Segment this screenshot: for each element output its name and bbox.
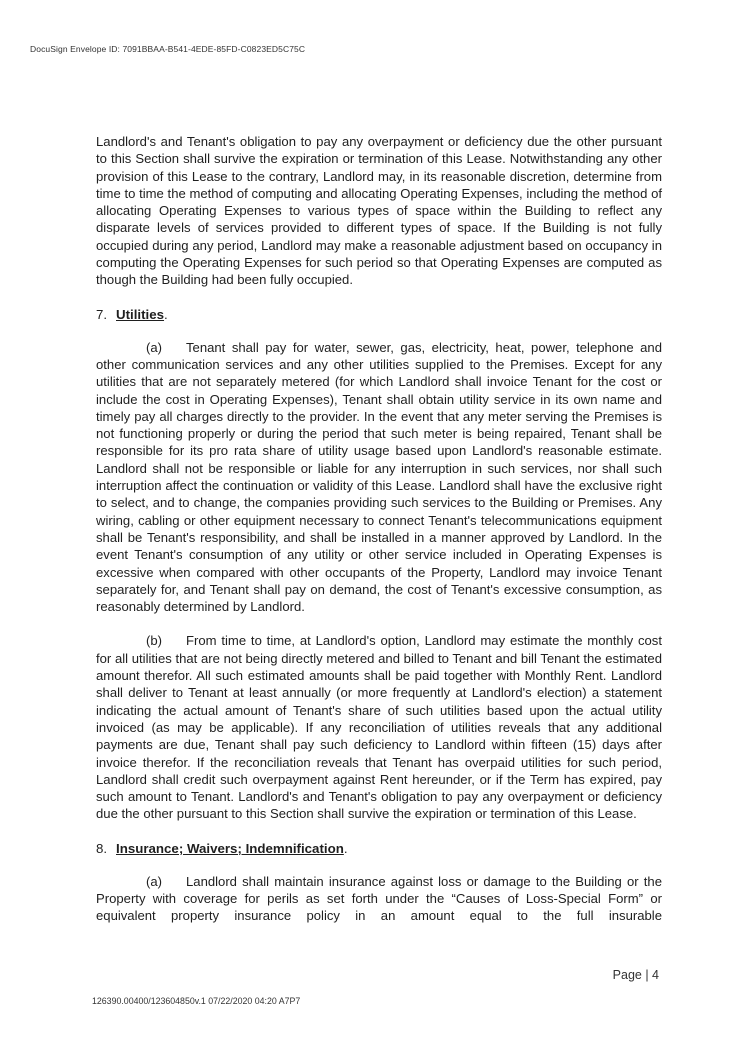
continuation-paragraph: Landlord's and Tenant's obligation to pay any overpayment or deficiency due the other pursuant to this Section shall survive the expiration or termination of this Lease. Notwithstanding any other provision of this Lease to the contrary, Landlord may, in its reasonable discretion, determine from time to time the method of computing and allocating Operating Expenses, including the method of allocating Operating Expenses to various types of space within the Building to reflect any disparate levels of services provided to different types of space. If the Building is not fully occupied during any period, Landlord may make a reasonable adjustment based on occupancy in computing the Operating Expenses for such period so that Operating Expenses are computed as though the Building had been fully occupied. bbox=[96, 134, 662, 288]
section-title: Utilities bbox=[116, 306, 165, 322]
paragraph-text: Landlord shall maintain insurance against loss or damage to the Building or the Property with coverage for perils as set forth under the “Causes of Loss-Special Form” or equivalent property insurance policy in an amount equal to the full insurable bbox=[96, 873, 662, 924]
document-body bbox=[96, 133, 662, 925]
section-7-heading: 7. Utilities. bbox=[96, 306, 168, 322]
paragraph-label: (b) bbox=[146, 633, 163, 649]
section-7a-paragraph bbox=[96, 339, 662, 616]
paragraph-label: (a) bbox=[146, 873, 163, 889]
section-title: Insurance; Waivers; Indemnification bbox=[116, 840, 344, 856]
section-number: 8. bbox=[96, 840, 108, 856]
section-number: 7. bbox=[96, 306, 108, 322]
paragraph-label: (a) bbox=[146, 339, 163, 355]
paragraph-text: Tenant shall pay for water, sewer, gas, electricity, heat, power, telephone and other communication services and any other utilities supplied to the Premises. Except for any utilities that are not separately metered (for which Landlord shall invoice Tenant for the cost or include the cost in Operating Expenses), Tenant shall obtain utility service in its own name and timely pay all charges directly to the provider. In the event that any meter serving the Premises is not functioning properly or during the period that such meter is being repaired, Tenant shall be responsible for its pro rata share of utility usage based upon Landlord's reasonable estimate. Landlord shall not be responsible or liable for any interruption in such services, nor shall such interruption affect the continuation or validity of this Lease. Landlord shall have the exclusive right to select, and to change, the companies providing such services to the Building or Premises. Any wiring, cabling or other equipment necessary to connect Tenant's telecommunications equipment shall be Tenant's responsibility, and shall be installed in a manner approved by Landlord. In the event Tenant's consumption of any utility or other service included in Operating Expenses is excessive when compared with other occupants of the Property, Landlord may invoice Tenant separately for, and Tenant shall pay on demand, the cost of Tenant's excessive consumption, as reasonably determined by Landlord. bbox=[96, 339, 662, 615]
document-id-footer: 126390.00400/123604850v.1 07/22/2020 04:20 A7P7 bbox=[92, 996, 301, 1006]
docusign-envelope-id: DocuSign Envelope ID: 7091BBAA-B541-4EDE-85FD-C0823ED5C75C bbox=[30, 44, 306, 54]
page-number: Page | 4 bbox=[612, 968, 659, 982]
section-8-heading: 8. Insurance; Waivers; Indemnification. bbox=[96, 840, 348, 856]
section-8a-paragraph bbox=[96, 873, 662, 925]
paragraph-text: From time to time, at Landlord's option, Landlord may estimate the monthly cost for all utilities that are not being directly metered and billed to Tenant and bill Tenant the estimated amount therefor. All such estimated amounts shall be paid together with Monthly Rent. Landlord shall deliver to Tenant at least annually (or more frequently at Landlord's election) a statement indicating the actual amount of Tenant's share of such utilities based upon the actual utility invoiced (as may be applicable). If any reconciliation of utilities reveals that any additional payments are due, Tenant shall pay such deficiency to Landlord within fifteen (15) days after invoice therefor. If the reconciliation reveals that Tenant has overpaid utilities for such period, Landlord shall credit such overpayment against Rent hereunder, or if the Term has expired, pay such amount to Tenant. Landlord's and Tenant's obligation to pay any overpayment or deficiency due the other pursuant to this Section shall survive the expiration or termination of this Lease. bbox=[96, 633, 662, 822]
section-7b-paragraph bbox=[96, 632, 662, 822]
